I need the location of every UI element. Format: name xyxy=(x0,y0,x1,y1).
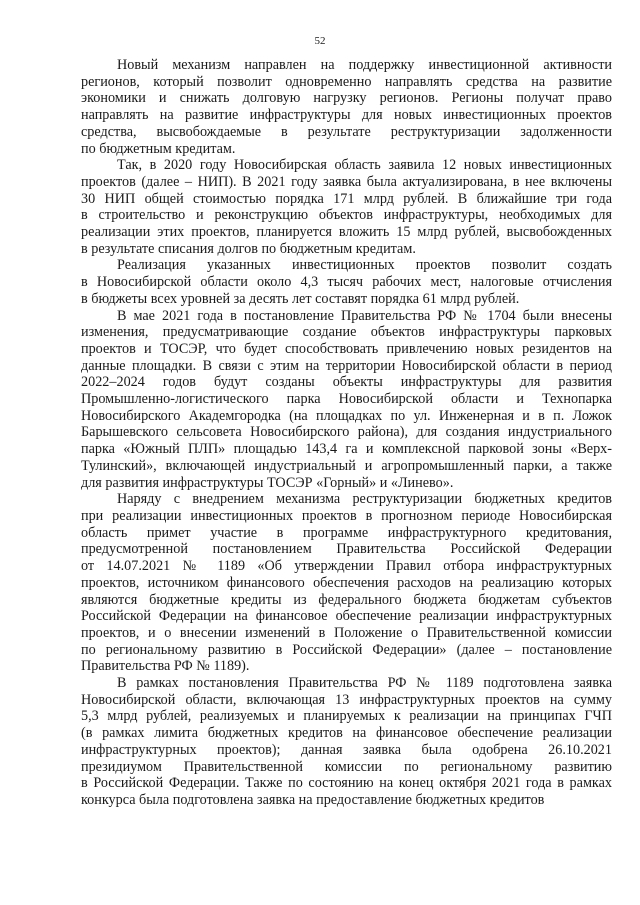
text-line: являются бюджетные кредиты из федерального бюджета бюджетам субъектов xyxy=(81,591,612,608)
paragraph xyxy=(81,157,612,257)
text-line: Промышленно-логистического парка Новосибирской области и Технопарка xyxy=(81,391,612,408)
text-line: 2022–2024 годов будут созданы объекты инфраструктуры для развития xyxy=(81,374,612,391)
document-body xyxy=(81,57,612,809)
paragraph xyxy=(81,257,612,307)
text-line: инфраструктурных проектов); данная заявка была одобрена 26.10.2021 xyxy=(81,741,612,758)
text-line: для развития инфраструктуры ТОСЭР «Горный» и «Линево». xyxy=(81,474,454,491)
text-line: в Новосибирской области около 4,3 тысяч рабочих мест, налоговые отчисления xyxy=(81,274,612,291)
text-line: Новосибирской области, включающая 13 инфраструктурных проектов на сумму xyxy=(81,691,612,708)
text-line: проектов (далее – НИП). В 2021 году заявка была актуализирована, в нее включены xyxy=(81,173,612,190)
text-line: Российской Федерации на финансовое обеспечение реализации инфраструктурных xyxy=(81,608,612,625)
text-line: конкурса была подготовлена заявка на предоставление бюджетных кредитов xyxy=(81,791,545,808)
text-line: Барышевского сельсовета Новосибирского района), для создания индустриального xyxy=(81,424,612,441)
text-line: парка «Южный ПЛП» площадью 143,4 га и комплексной парковой зоны «Верх- xyxy=(81,441,612,458)
text-line: направлять на развитие инфраструктуры для новых инвестиционных проектов xyxy=(81,107,612,124)
text-line: в результате списания долгов по бюджетным кредитам. xyxy=(81,240,416,257)
text-line: Новый механизм направлен на поддержку инвестиционной активности xyxy=(117,57,612,73)
text-line: В рамках постановления Правительства РФ № 1189 подготовлена заявка xyxy=(117,675,612,692)
text-line: средства, высвобождаемые в результате реструктуризации задолженности xyxy=(81,123,612,140)
text-line: в Российской Федерации. Также по состоянию на конец октября 2021 года в рамках xyxy=(81,775,612,792)
text-line: от 14.07.2021 № 1189 «Об утверждении Правил отбора инфраструктурных xyxy=(81,558,612,575)
text-line: Наряду с внедрением механизма реструктуризации бюджетных кредитов xyxy=(117,491,612,508)
text-line: президиумом Правительственной комиссии по региональному развитию xyxy=(81,758,612,775)
text-line: (в рамках лимита бюджетных кредитов на финансовое обеспечение реализации xyxy=(81,725,612,742)
paragraph xyxy=(81,57,612,157)
paragraph xyxy=(81,308,612,492)
text-line: экономики и снижать долговую нагрузку регионов. Регионы получат право xyxy=(81,90,612,107)
text-line: 5,3 млрд рублей, реализуемых и планируемых к реализации на принципах ГЧП xyxy=(81,708,612,725)
text-line: по бюджетным кредитам. xyxy=(81,140,236,157)
text-line: 30 НИП общей стоимостью порядка 171 млрд рублей. В ближайшие три года xyxy=(81,190,612,207)
text-line: Тулинский», включающей индустриальный и агропромышленный парки, а также xyxy=(81,457,612,474)
text-line: Реализация указанных инвестиционных проектов позволит создать xyxy=(117,257,612,274)
text-line: в бюджеты всех уровней за десять лет составят порядка 61 млрд рублей. xyxy=(81,290,520,307)
text-line: в строительство и реконструкцию объектов инфраструктуры, необходимых для xyxy=(81,207,612,224)
paragraph xyxy=(81,491,612,675)
text-line: предусмотренной постановлением Правительства Российской Федерации xyxy=(81,541,612,558)
text-line: по региональному развитию в Российской Федерации» (далее – постановление xyxy=(81,641,612,658)
text-line: при реализации инвестиционных проектов в прогнозном периоде Новосибирская xyxy=(81,507,612,524)
page-number: 52 xyxy=(314,35,326,47)
text-line: Новосибирского Академгородка (на площадках по ул. Инженерная и в п. Ложок xyxy=(81,407,612,424)
text-line: В мае 2021 года в постановление Правительства РФ № 1704 были внесены xyxy=(117,307,612,324)
text-line: проектов, источником финансового обеспечения расходов на реализацию которых xyxy=(81,574,612,591)
text-line: реализации этих проектов, планируется вложить 15 млрд рублей, высвобожденных xyxy=(81,224,612,241)
text-line: регионов, который позволит одновременно направлять средства на развитие xyxy=(81,73,612,90)
text-line: данные площадки. В связи с этим на территории Новосибирской области в период xyxy=(81,357,612,374)
text-line: Правительства РФ № 1189). xyxy=(81,658,250,675)
paragraph xyxy=(81,675,612,809)
text-line: изменения, предусматривающие создание объектов инфраструктуры парковых xyxy=(81,324,612,341)
text-line: проектов и ТОСЭР, что будет способствовать привлечению новых резидентов на xyxy=(81,340,612,357)
text-line: проектов, и о внесении изменений в Положение о Правительственной комиссии xyxy=(81,624,612,641)
text-line: Так, в 2020 году Новосибирская область заявила 12 новых инвестиционных xyxy=(117,157,612,174)
text-line: область примет участие в программе инфраструктурного кредитования, xyxy=(81,524,612,541)
